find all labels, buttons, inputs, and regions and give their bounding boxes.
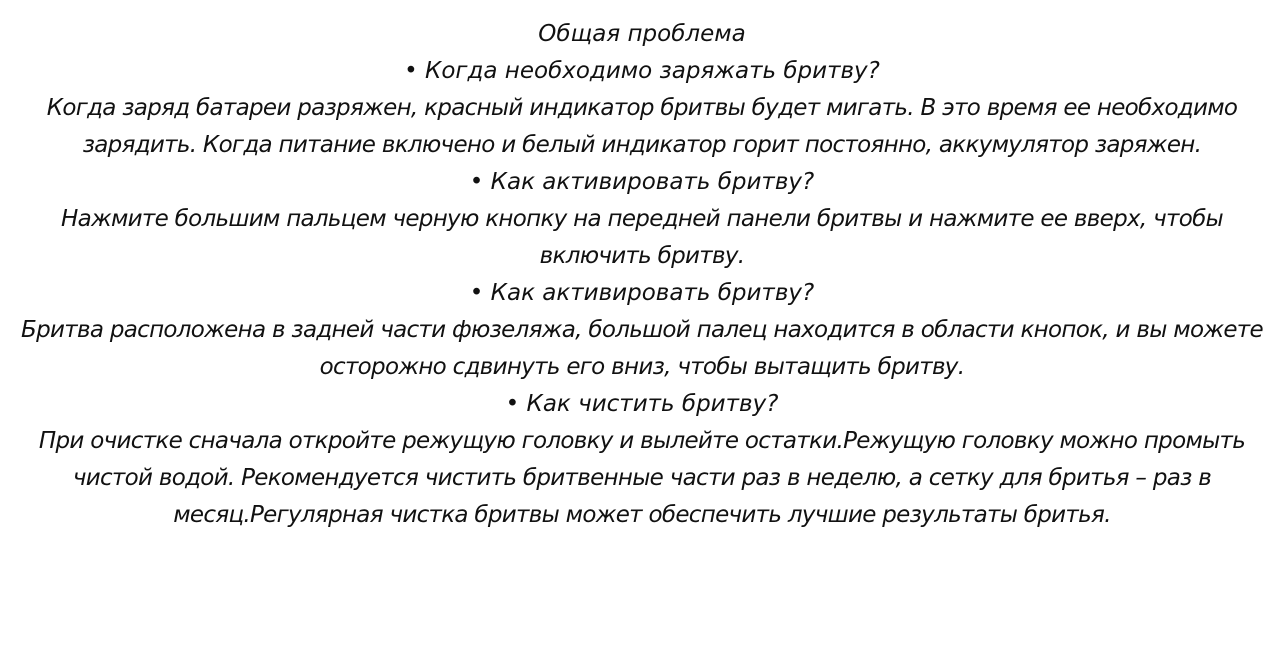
faq-question (6, 386, 1278, 423)
faq-question-text: Как активировать бритву? (490, 169, 815, 195)
faq-answer: При очистке сначала откройте режущую головку и вылейте остатки.Режущую головку можно промыть чистой водой. Рекомендуется чистить бритвенные части раз в неделю, а сетку для бритья – раз в месяц.Регулярная чистка бритвы может обеспечить лучшие результаты бритья. (38, 428, 1246, 528)
faq-answer: Когда заряд батареи разряжен, красный индикатор бритвы будет мигать. В это время ее необходимо зарядить. Когда питание включено и белый индикатор горит постоянно, аккумулятор заряжен. (46, 95, 1238, 158)
bullet-icon: • (469, 280, 484, 306)
faq-question-text: Как активировать бритву? (490, 280, 815, 306)
faq-question-text: Как чистить бритву? (526, 391, 779, 417)
bullet-icon: • (404, 58, 418, 84)
page-title: Общая проблема (538, 21, 746, 47)
faq-question (6, 275, 1278, 312)
faq-question (6, 164, 1278, 201)
faq-question-text: Когда необходимо заряжать бритву? (425, 58, 880, 84)
faq-answer: Нажмите большим пальцем черную кнопку на передней панели бритвы и нажмите ее вверх, чтобы включить бритву. (60, 206, 1224, 269)
faq-question (6, 53, 1278, 90)
bullet-icon: • (469, 169, 484, 195)
bullet-icon: • (505, 391, 520, 417)
faq-answer: Бритва расположена в задней части фюзеляжа, большой палец находится в области кнопок, и вы можете осторожно сдвинуть его вниз, чтобы вытащить бритву. (21, 317, 1263, 380)
